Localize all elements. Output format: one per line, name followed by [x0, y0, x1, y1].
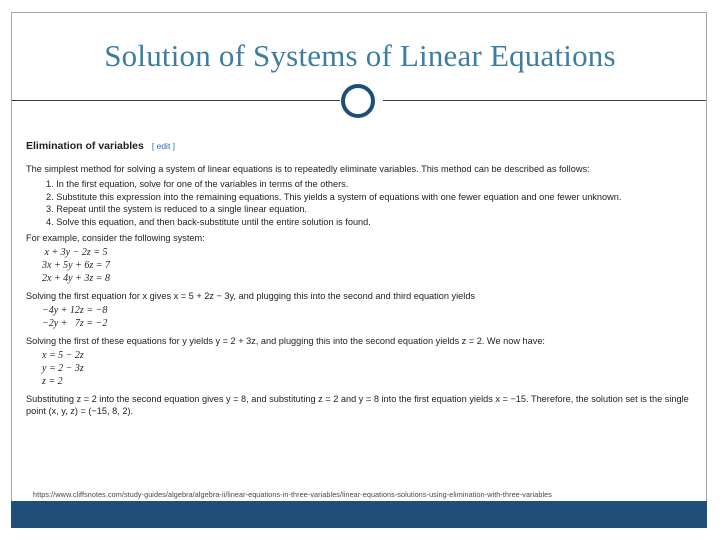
article-excerpt — [26, 140, 696, 418]
list-item: 1. In the first equation, solve for one of the variables in terms of the others. — [46, 179, 349, 190]
equation: x = 5 − 2z — [42, 350, 84, 362]
intro-paragraph: The simplest method for solving a system of linear equations is to repeatedly eliminate variables. This method can be described as follows: — [26, 163, 590, 174]
divider-left — [12, 100, 340, 101]
edit-link[interactable]: [ edit ] — [151, 141, 176, 151]
source-url-link[interactable]: https://www.cliffsnotes.com/study-guides/algebra/algebra-ii/linear-equations-in-three-variables/linear-equations-solutions-using-elimination-with-three-variables — [33, 490, 552, 499]
equation: 3x + 5y + 6z = 7 — [42, 259, 111, 271]
system-equations — [42, 247, 696, 285]
equation: 2x + 4y + 3z = 8 — [42, 272, 111, 284]
equation: z = 2 — [42, 375, 63, 387]
triangular-equations — [42, 350, 696, 388]
footer-bar — [11, 501, 707, 528]
list-item: 4. Solve this equation, and then back-substitute until the entire solution is found. — [46, 216, 371, 227]
equation: x + 3y − 2z = 5 — [42, 247, 108, 259]
list-item: 3. Repeat until the system is reduced to a single linear equation. — [46, 204, 307, 215]
equation: y = 2 − 3z — [42, 363, 84, 375]
step2-paragraph: Solving the first of these equations for y yields y = 2 + 3z, and plugging this into the second equation yields z = 2. We now have: — [26, 335, 545, 346]
reduced-equations — [42, 305, 696, 331]
equation: −4y + 12z = −8 — [42, 305, 108, 317]
section-heading — [26, 140, 696, 153]
section-heading-text: Elimination of variables — [26, 140, 144, 152]
circle-ornament-icon — [341, 84, 375, 118]
conclusion-line-2: point (x, y, z) = (−15, 8, 2). — [26, 406, 134, 417]
step1-paragraph: Solving the first equation for x gives x = 5 + 2z − 3y, and plugging this into the second and third equation yields — [26, 290, 476, 301]
slide-title: Solution of Systems of Linear Equations — [104, 38, 616, 73]
conclusion-line-1: Substituting z = 2 into the second equation gives y = 8, and substituting z = 2 and y = 8 into the first equation yields x = −15. Therefore, the solution set is the single — [26, 393, 689, 404]
method-steps-list — [26, 178, 696, 228]
equation: −2y + 7z = −2 — [42, 317, 108, 329]
example-intro: For example, consider the following system: — [26, 232, 205, 243]
divider-right — [383, 100, 706, 101]
list-item: 2. Substitute this expression into the remaining equations. This yields a system of equations with one fewer equation and one fewer unknown. — [46, 191, 622, 202]
